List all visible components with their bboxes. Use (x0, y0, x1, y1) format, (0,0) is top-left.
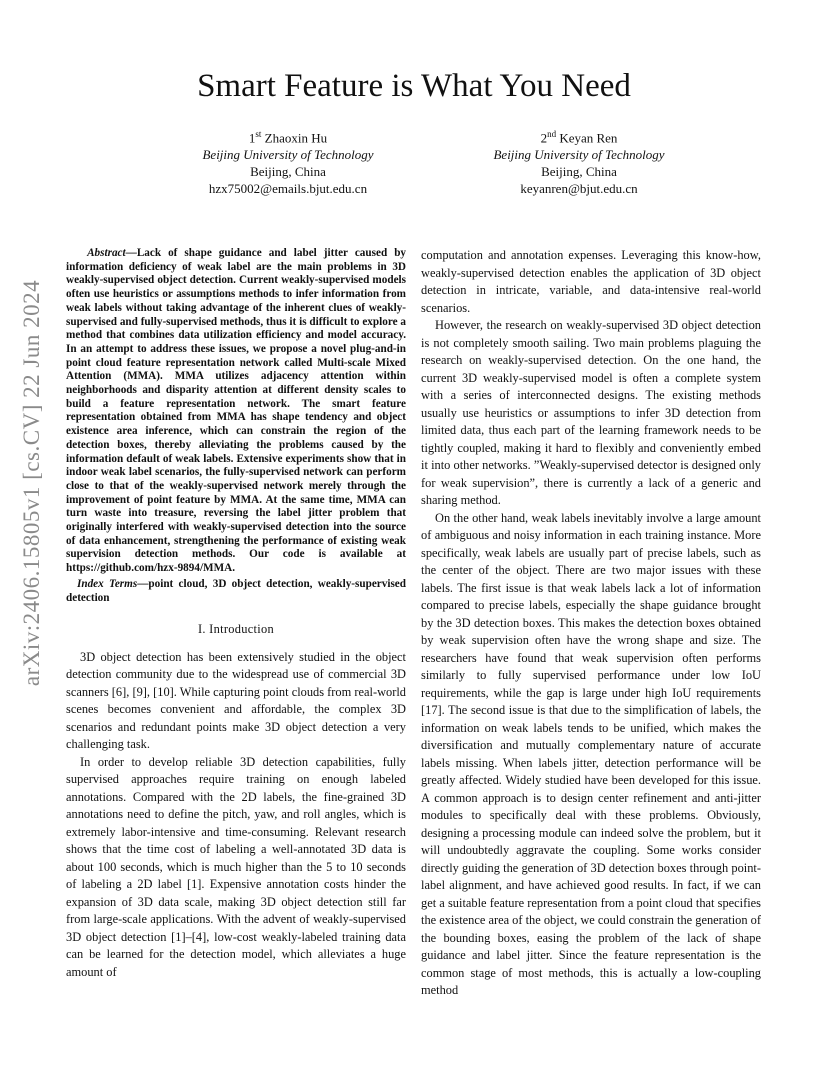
author-name-line (138, 126, 438, 146)
author-affiliation: Beijing University of Technology (202, 147, 374, 163)
intro-paragraph-4: However, the research on weakly-supervised 3D object detection is not completely smooth sailing. Two main problems plaguing the research on weakly-supervised detection. On the one hand, the current 3D weakly-supervised model is often a complete system with a series of interconnected designs. The existing methods usually use heuristics or assumptions to infer 3D detection from limited data, thus each part of the learning framework needs to be tightly coupled, making it hard to flexibly and conveniently embed it into other networks. ”Weakly-supervised detector is designed only for weak supervision”, there is currently a lack of a generic and sharing method. (421, 318, 761, 507)
author-location: Beijing, China (250, 164, 326, 180)
author-block-2 (429, 126, 729, 197)
author-affiliation: Beijing University of Technology (493, 147, 665, 163)
abstract (66, 247, 406, 576)
index-terms (66, 578, 406, 605)
author-ordinal: 1 (248, 130, 256, 146)
left-column (66, 247, 406, 981)
arxiv-stamp-text: arXiv:2406.15805v1 [cs.CV] 22 Jun 2024 (19, 279, 45, 686)
abstract-text: —Lack of shape guidance and label jitter caused by information deficiency of weak label are the main problems in 3D weakly-supervised object detection. Current weakly-supervised models often use heuristics or assumptions methods to infer information from weak labels without taking advantage of the inherent clues of weakly-supervised and fully-supervised methods, thus it is difficult to explore a method that combines data utilization efficiency and model accuracy. In an attempt to address these issues, we propose a novel plug-and-in point cloud feature representation network called Multi-scale Mixed Attention (MMA). MMA utilizes adjacency attention within neighborhoods and disparity attention at different density scales to build a feature representation network. The smart feature representation obtained from MMA has shape tendency and object existence area inference, which can constrain the region of the detection boxes, thereby alleviating the problems caused by the information default of weak labels. Extensive experiments show that in indoor weak label scenarios, the fully-supervised network can perform close to that of the weakly-supervised network merely through the improvement of point feature by MMA. At the same time, MMA can turn waste into treasure, reversing the label jitter problem that originally interfered with weakly-supervised detection into the source of data enhancement, strengthening the performance of existing weak supervision detection methods. Our code is available at https://github.com/hzx-9894/MMA. (66, 247, 407, 575)
arxiv-stamp (12, 279, 52, 686)
author-name-line (429, 126, 729, 146)
author-name: Keyan Ren (559, 130, 618, 146)
intro-paragraph-5: On the other hand, weak labels inevitably involve a large amount of ambiguous and noisy information in each training instance. More specifically, weak labels are usually part of precise labels, such as the center of the object. There are two major issues with these labels. The first issue is that weak labels lack a lot of information compared to precise labels, especially the shape guidance brought by the 3D detection boxes. This makes the detection boxes obtained by weak supervision often have the wrong shape and size. The researchers have found that weak supervision often performs similarly to fully supervised performance under low IoU requirements, while the gap is large under high IoU requirements [17]. The second issue is that due to the simplification of labels, the information on weak labels tends to be unified, which makes the diversification and mutually complementary nature of accurate labels missing. When labels jitter, detection performance will be greatly affected. Widely studied have been developed for this issue. A common approach is to design center refinement and anti-jitter modules to specifically deal with these problems. Obviously, designing a processing module can indeed solve the problem, but it will undoubtedly aggravate the coupling. Some works consider directly guiding the generation of 3D detection boxes through point-label alignment, and have achieved good results. In fact, if we can get a suitable feature representation from a point cloud that specifies the existence area of the object, we could constrain the generation of the bounding boxes, easing the problem of the lack of shape guidance and label jitter. Since the feature representation is the common stage of most methods, this is actually a low-coupling method (421, 510, 761, 997)
abstract-label: Abstract (87, 247, 126, 259)
author-ordinal-suffix: nd (547, 129, 557, 139)
paper-title: Smart Feature is What You Need (197, 68, 631, 104)
intro-paragraph-1: 3D object detection has been extensively studied in the object detection community due to the widespread use of commercial 3D scanners [6], [9], [10]. While capturing point clouds from real-world scenes becomes convenient and affordable, the complex 3D scenarios and redundant points make 3D object detection a very challenging task. (66, 649, 406, 752)
right-column (421, 247, 761, 1000)
index-terms-text: —point cloud, 3D object detection, weakly-supervised detection (66, 577, 406, 604)
author-ordinal-suffix: st (255, 129, 262, 139)
author-ordinal: 2 (540, 130, 548, 146)
author-email: keyanren@bjut.edu.cn (520, 181, 638, 197)
author-block-1 (138, 126, 438, 197)
author-location: Beijing, China (541, 164, 617, 180)
index-terms-label: Index Terms (77, 577, 138, 590)
section-heading-introduction: I. Introduction (197, 622, 275, 637)
author-name: Zhaoxin Hu (264, 130, 328, 146)
author-email: hzx75002@emails.bjut.edu.cn (208, 181, 368, 197)
intro-paragraph-3: computation and annotation expenses. Leveraging this know-how, weakly-supervised detection enables the application of 3D object detection in intricate, variable, and data-intensive real-world scenarios. (421, 248, 761, 315)
intro-paragraph-2: In order to develop reliable 3D detection capabilities, fully supervised approaches require training on enough labeled annotations. Compared with the 2D labels, the fine-grained 3D annotations need to define the pitch, yaw, and roll angles, which is extremely labor-intensive and time-consuming. Relevant research shows that the time cost of labeling a well-annotated 3D data is about 100 seconds, which is much higher than the 5 to 10 seconds of labeling a 2D label [1]. Expensive annotation costs hinder the expansion of 3D data scale, making 3D object detection still far from large-scale applications. With the advent of weakly-supervised 3D object detection [1]–[4], low-cost weakly-labeled training data can be learned for the detection model, which alleviates a huge amount of (66, 754, 406, 979)
